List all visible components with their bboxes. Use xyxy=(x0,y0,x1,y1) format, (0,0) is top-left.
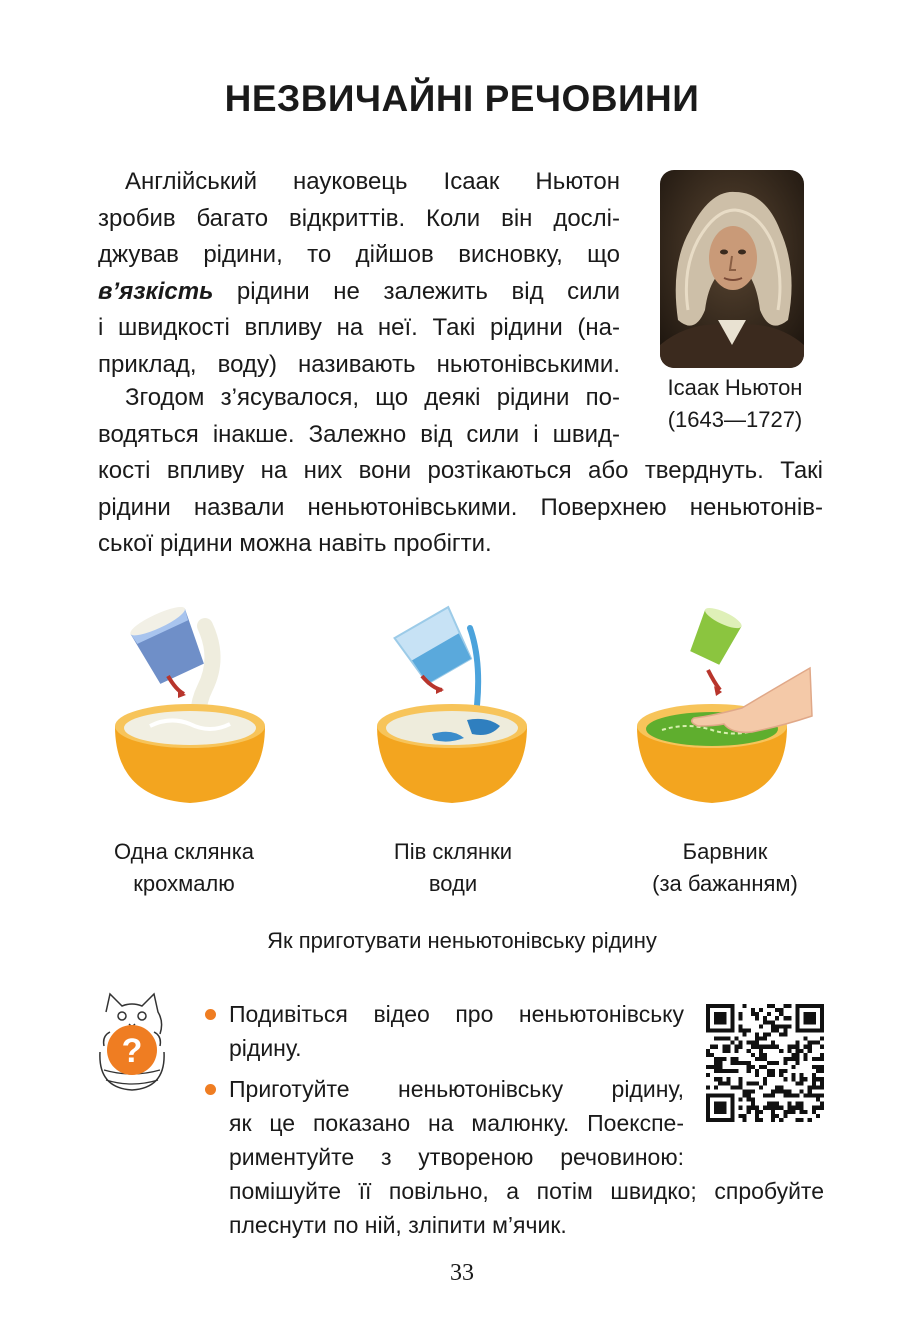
page-number: 33 xyxy=(450,1260,474,1286)
illustration-starch xyxy=(110,598,280,813)
step-caption-dye xyxy=(605,836,845,900)
text-line: приклад, воду) називають ньютонівськими. xyxy=(98,350,620,378)
step-caption-water xyxy=(333,836,573,900)
text-line: джував рідини, то дійшов висновку, що xyxy=(98,241,620,268)
text-line: як це показано на малюнку. Поекспе- xyxy=(229,1110,684,1136)
text-line: рідини назвали неньютонівськими. Поверхнею неньютонів- xyxy=(98,493,823,521)
bullet-icon xyxy=(205,1009,216,1020)
svg-text:?: ? xyxy=(121,1032,143,1070)
step-caption-line: Одна склянка xyxy=(113,839,255,864)
text-line: Приготуйте неньютонівську рідину, xyxy=(229,1076,684,1102)
step-caption-line: Пів склянки xyxy=(393,839,513,864)
term-viscosity: в’язкість xyxy=(98,277,214,305)
portrait-caption-years: (1643—1727) xyxy=(667,407,803,432)
text-line: зробив багато відкриттів. Коли він дослі- xyxy=(98,204,620,232)
text-line: Англійський науковець Ісаак Ньютон xyxy=(125,168,620,195)
text-line: кості впливу на них вони розтікаються або тверднуть. Такі xyxy=(98,457,823,484)
step-caption-line: Барвник xyxy=(682,839,768,864)
step-caption-line: води xyxy=(428,871,478,896)
illustration-water xyxy=(372,598,542,813)
task-1 xyxy=(229,997,684,1065)
qr-code[interactable] xyxy=(706,1004,824,1122)
text-fragment: рідини не залежить від сили xyxy=(213,277,620,305)
newton-portrait xyxy=(660,170,804,368)
illustration-dye xyxy=(632,598,822,813)
step-caption-line: крохмалю xyxy=(133,871,235,896)
text-line: водяться інакше. Залежно від сили і швид- xyxy=(98,420,620,448)
text-line: і швидкості впливу на неї. Такі рідини (на- xyxy=(98,314,620,341)
text-line: Згодом з’ясувалося, що деякі рідини по- xyxy=(125,384,620,411)
text-line: рідину. xyxy=(229,1035,302,1061)
bullet-icon xyxy=(205,1084,216,1095)
text-line: ської рідини можна навіть пробігти. xyxy=(98,530,492,557)
cat-question-icon xyxy=(96,992,168,1092)
text-line xyxy=(98,274,620,311)
portrait-caption-name: Ісаак Ньютон xyxy=(667,375,803,400)
portrait-caption xyxy=(630,372,840,436)
step-caption-line: (за бажанням) xyxy=(652,871,798,896)
task-2 xyxy=(229,1072,824,1242)
intro-paragraph-1 xyxy=(98,164,620,383)
step-caption-starch xyxy=(64,836,304,900)
text-line: риментуйте з утвореною речовиною: xyxy=(229,1144,684,1170)
text-line: плеснути по ній, зліпити м’ячик. xyxy=(229,1212,567,1238)
figure-caption: Як приготувати неньютонівську рідину xyxy=(267,928,657,953)
page-title: НЕЗВИЧАЙНІ РЕЧОВИНИ xyxy=(224,78,700,119)
text-line: помішуйте її повільно, а потім швидко; спробуйте xyxy=(229,1178,824,1204)
text-line: Подивіться відео про неньютонівську xyxy=(229,1001,684,1027)
